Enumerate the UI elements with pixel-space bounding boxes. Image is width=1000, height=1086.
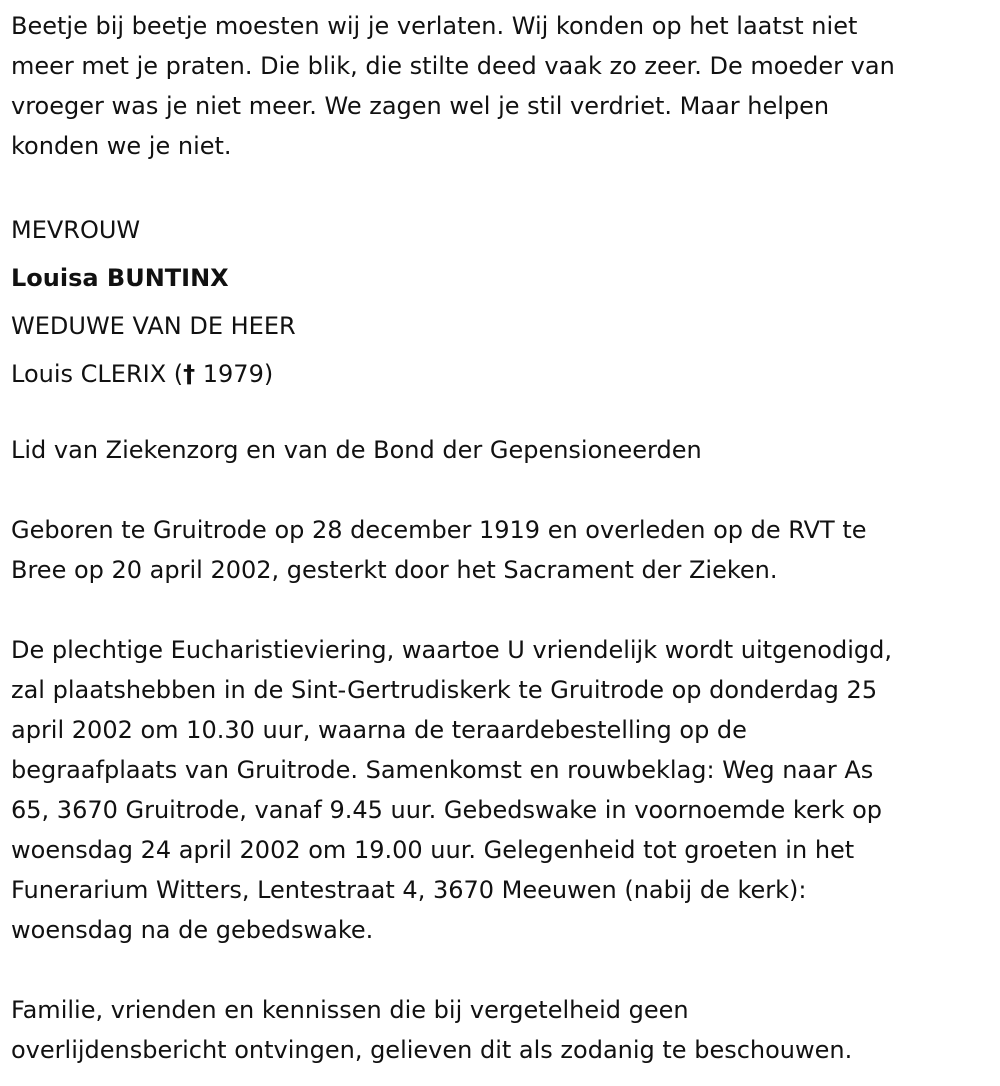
birth-line: Geboren te Gruitrode op 28 december 1919 en overleden op de RVT te: [11, 516, 867, 544]
membership-line: Lid van Ziekenzorg en van de Bond der Gepensioneerden: [11, 436, 702, 464]
ceremony-line: begraafplaats van Gruitrode. Samenkomst en rouwbeklag: Weg naar As: [11, 756, 874, 784]
ceremony-line: 65, 3670 Gruitrode, vanaf 9.45 uur. Gebedswake in voornoemde kerk op: [11, 796, 883, 824]
intro-line: vroeger was je niet meer. We zagen wel je stil verdriet. Maar helpen: [11, 92, 830, 120]
ceremony-line: zal plaatshebben in de Sint-Gertrudiskerk te Gruitrode op donderdag 25: [11, 676, 878, 704]
paragraph-gap: [11, 950, 996, 990]
paragraph-gap: [11, 590, 996, 630]
ceremony-line: woensdag 24 april 2002 om 19.00 uur. Gelegenheid tot groeten in het: [11, 836, 855, 864]
spouse-line: [11, 350, 996, 398]
widow-line: WEDUWE VAN DE HEER: [11, 312, 296, 340]
membership-paragraph: [11, 430, 996, 470]
intro-line: konden we je niet.: [11, 132, 232, 160]
intro-line: meer met je praten. Die blik, die stilte deed vaak zo zeer. De moeder van: [11, 52, 895, 80]
ceremony-line: De plechtige Eucharistieviering, waartoe U vriendelijk wordt uitgenodigd,: [11, 636, 892, 664]
deceased-name: Louisa BUNTINX: [11, 264, 229, 292]
closing-line: Familie, vrienden en kennissen die bij vergetelheid geen: [11, 996, 689, 1024]
deceased-block: [11, 206, 996, 398]
cross-icon: †: [183, 360, 196, 388]
birth-death-paragraph: [11, 510, 996, 590]
ceremony-line: Funerarium Witters, Lentestraat 4, 3670 Meeuwen (nabij de kerk):: [11, 876, 807, 904]
paragraph-gap: [11, 166, 996, 206]
spouse-prefix: Louis CLERIX (: [11, 360, 184, 388]
paragraph-gap: [11, 470, 996, 510]
obituary-document: [11, 6, 996, 1070]
ceremony-line: woensdag na de gebedswake.: [11, 916, 374, 944]
ceremony-line: april 2002 om 10.30 uur, waarna de teraardebestelling op de: [11, 716, 747, 744]
deceased-title: MEVROUW: [11, 216, 141, 244]
ceremony-paragraph: [11, 630, 996, 950]
birth-line: Bree op 20 april 2002, gesterkt door het Sacrament der Zieken.: [11, 556, 778, 584]
spouse-suffix: 1979): [195, 360, 274, 388]
closing-line: overlijdensbericht ontvingen, gelieven dit als zodanig te beschouwen.: [11, 1036, 853, 1064]
intro-line: Beetje bij beetje moesten wij je verlaten. Wij konden op het laatst niet: [11, 12, 858, 40]
closing-paragraph: [11, 990, 996, 1070]
intro-poem: [11, 6, 996, 166]
paragraph-gap: [11, 398, 996, 430]
